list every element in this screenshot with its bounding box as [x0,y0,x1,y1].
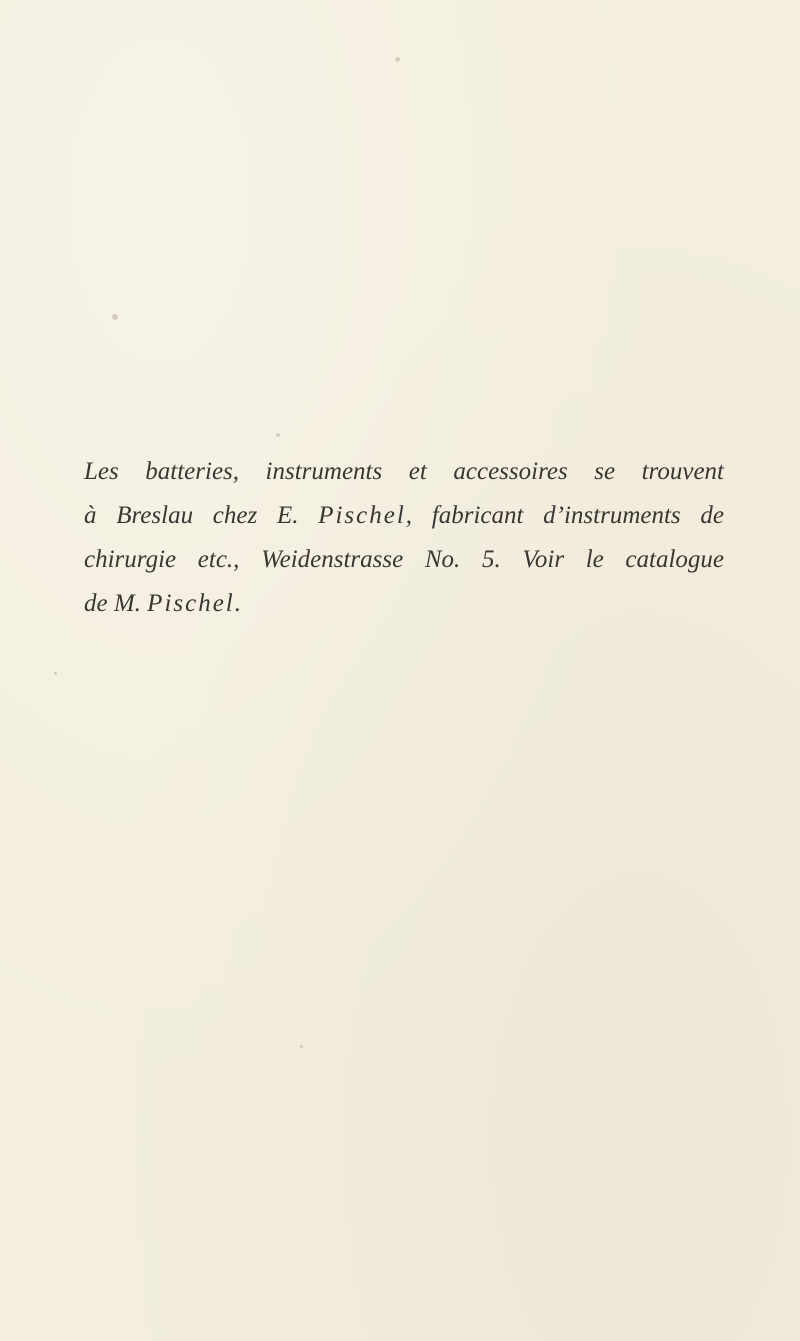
maker-name: Pischel [318,502,406,529]
line-4-end: . [234,590,242,617]
paper-speck [112,314,118,320]
paper-speck [395,57,400,62]
paragraph-line-3: chirurgie etc., Weidenstrasse No. 5. Voir le catalogue [84,546,724,573]
catalogue-author-name: Pischel [147,590,235,617]
paper-speck [54,672,57,675]
line-2-start: à Breslau chez E. [84,502,319,529]
notice-paragraph [84,450,724,626]
paper-speck [276,433,280,437]
paragraph-line-1: Les batteries, instruments et accessoires se trouvent [84,458,724,485]
line-4-start: de M. [84,590,148,617]
line-2-end: , fabricant d’instruments de [405,502,724,529]
paragraph-line-2 [84,494,724,538]
paragraph-line-4 [84,582,724,626]
paper-speck [300,1045,303,1048]
